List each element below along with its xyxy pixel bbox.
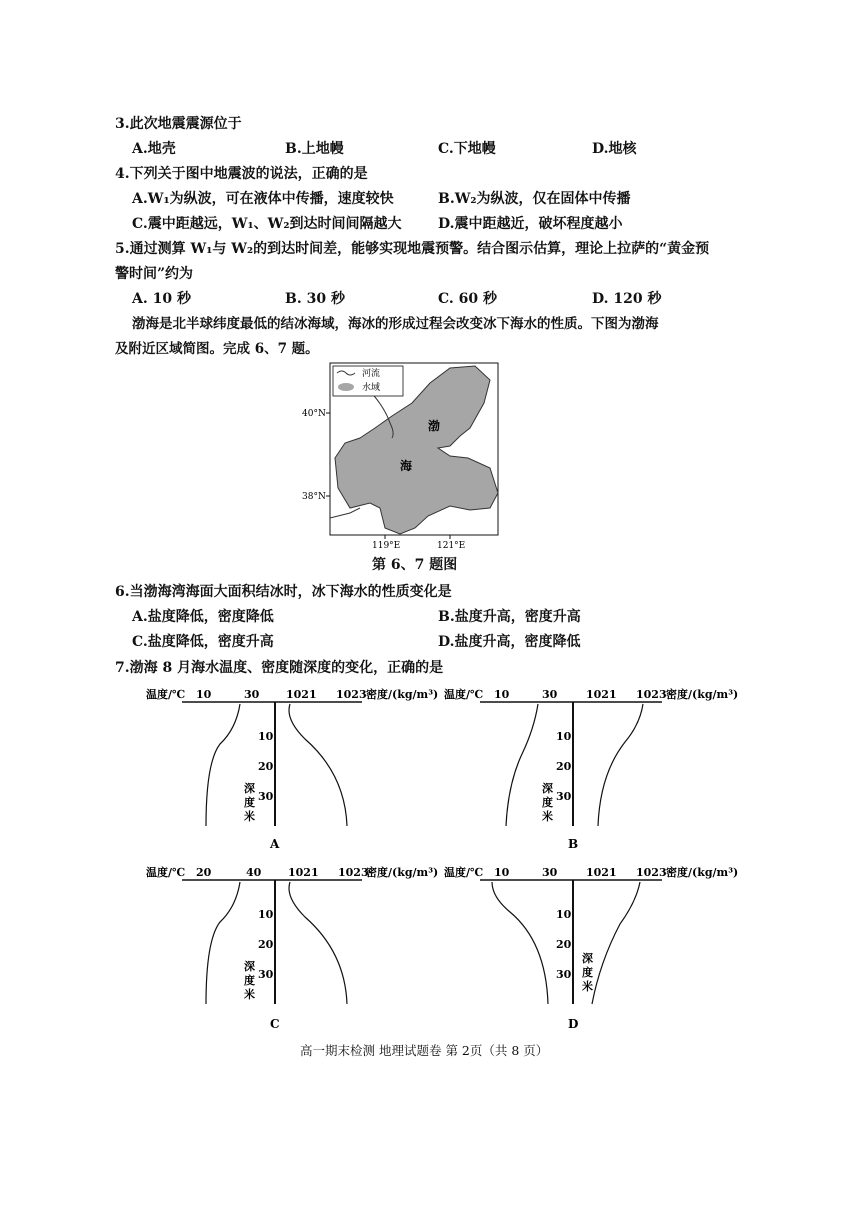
q6-stem: 6.当渤海湾海面大面积结冰时，冰下海水的性质变化是 (115, 584, 452, 600)
chart-d-depth-label-1: 深 (582, 952, 593, 965)
chart-b-t-tick-1: 10 (494, 688, 510, 701)
q3-option-b: B.上地幔 (285, 141, 344, 157)
chart-b-depth-30: 30 (556, 790, 572, 803)
chart-a-label: A (270, 837, 280, 851)
chart-c-depth-label-3: 米 (244, 988, 255, 1001)
page-footer: 高一期末检测 地理试题卷 第 2页（共 8 页） (300, 1043, 549, 1058)
chart-c-density-curve (289, 882, 347, 1004)
q3-option-d: D.地核 (592, 141, 637, 157)
chart-c-t-tick-1: 20 (196, 866, 212, 879)
intro-line2: 及附近区域简图。完成 6、7 题。 (115, 341, 319, 357)
q4-stem: 4.下列关于图中地震波的说法，正确的是 (115, 166, 368, 182)
chart-d-d-tick-2: 1023 (636, 866, 667, 879)
chart-b-label: B (568, 837, 579, 851)
q4-option-d: D.震中距越近，破坏程度越小 (438, 216, 623, 232)
chart-c-depth-10: 10 (258, 908, 274, 921)
q3-option-c: C.下地幔 (438, 141, 496, 157)
chart-b-depth-label-2: 度 (542, 796, 553, 809)
chart-d-t-tick-1: 10 (494, 866, 510, 879)
chart-a-depth-10: 10 (258, 730, 274, 743)
chart-d-density-label: 密度/(kg/m³) (666, 866, 739, 879)
q3-option-a: A.地壳 (132, 141, 176, 157)
q5-option-a: A. 10 秒 (132, 291, 191, 307)
chart-a-depth-label-2: 度 (244, 796, 255, 809)
chart-c-temp-curve (206, 882, 240, 1004)
chart-c-t-tick-2: 40 (246, 866, 262, 879)
q6-option-d: D.盐度升高，密度降低 (438, 634, 581, 650)
chart-a-d-tick-1: 1021 (286, 688, 317, 701)
q4-option-c: C.震中距越远，W₁、W₂到达时间间隔越大 (132, 216, 402, 232)
chart-c-depth-label-1: 深 (244, 960, 255, 973)
chart-a-density-curve (289, 704, 347, 826)
q7-stem: 7.渤海 8 月海水温度、密度随深度的变化，正确的是 (115, 660, 444, 676)
chart-b (440, 684, 740, 854)
chart-c (140, 862, 440, 1034)
sea-char-1: 渤 (428, 419, 441, 433)
chart-c-depth-label-2: 度 (244, 974, 255, 987)
chart-b-depth-label-1: 深 (542, 782, 553, 795)
chart-a-depth-20: 20 (258, 760, 274, 773)
q3-stem: 3.此次地震震源位于 (115, 116, 242, 132)
q6-option-c: C.盐度降低，密度升高 (132, 634, 274, 650)
q6-option-a: A.盐度降低，密度降低 (132, 609, 274, 625)
q4-option-a: A.W₁为纵波，可在液体中传播，速度较快 (132, 191, 394, 207)
lon-121: 121°E (437, 541, 466, 550)
chart-a-depth-label-3: 米 (244, 810, 255, 823)
chart-d-t-tick-2: 30 (542, 866, 558, 879)
chart-d-temp-curve (492, 882, 548, 1004)
chart-b-temp-curve (506, 704, 538, 826)
lat-40: 40°N (302, 409, 326, 419)
chart-c-density-label: 密度/(kg/m³) (366, 866, 439, 879)
chart-c-d-tick-2: 1023 (338, 866, 369, 879)
sea-char-2: 海 (400, 459, 413, 473)
q4-option-b: B.W₂为纵波，仅在固体中传播 (438, 191, 631, 207)
chart-d-label: D (568, 1017, 579, 1031)
chart-a-density-label: 密度/(kg/m³) (366, 688, 439, 701)
q5-option-d: D. 120 秒 (592, 291, 662, 307)
chart-d (440, 862, 740, 1034)
chart-c-depth-20: 20 (258, 938, 274, 951)
chart-a-t-tick-2: 30 (244, 688, 260, 701)
legend-river-label: 河流 (362, 369, 381, 379)
bohai-map (300, 358, 510, 550)
q5-option-c: C. 60 秒 (438, 291, 498, 307)
chart-d-density-curve (592, 882, 640, 1004)
chart-b-t-tick-2: 30 (542, 688, 558, 701)
legend-water-label: 水域 (362, 383, 381, 393)
chart-a-t-tick-1: 10 (196, 688, 212, 701)
q5-stem-line1: 5.通过测算 W₁与 W₂的到达时间差，能够实现地震预警。结合图示估算，理论上拉萨的“黄金预 (115, 241, 710, 257)
chart-c-label: C (270, 1017, 280, 1031)
legend-water-icon (338, 383, 354, 391)
chart-a (140, 684, 440, 854)
chart-d-depth-20: 20 (556, 938, 572, 951)
lon-119: 119°E (372, 541, 401, 550)
chart-c-temp-label: 温度/℃ (146, 866, 186, 879)
chart-c-depth-30: 30 (258, 968, 274, 981)
chart-b-d-tick-1: 1021 (586, 688, 617, 701)
chart-b-depth-20: 20 (556, 760, 572, 773)
chart-a-d-tick-2: 1023 (336, 688, 367, 701)
chart-a-depth-label-1: 深 (244, 782, 255, 795)
chart-b-temp-label: 温度/℃ (444, 688, 484, 701)
intro-line1: 渤海是北半球纬度最低的结冰海域，海冰的形成过程会改变冰下海水的性质。下图为渤海 (132, 316, 659, 332)
chart-b-d-tick-2: 1023 (636, 688, 667, 701)
chart-d-depth-30: 30 (556, 968, 572, 981)
chart-d-d-tick-1: 1021 (586, 866, 617, 879)
chart-d-temp-label: 温度/℃ (444, 866, 484, 879)
q5-stem-line2: 警时间”约为 (115, 266, 194, 282)
q6-option-b: B.盐度升高，密度升高 (438, 609, 581, 625)
chart-d-depth-10: 10 (556, 908, 572, 921)
chart-a-depth-30: 30 (258, 790, 274, 803)
map-caption: 第 6、7 题图 (372, 557, 458, 573)
chart-d-depth-label-2: 度 (582, 966, 593, 979)
chart-b-density-curve (598, 704, 643, 826)
chart-d-depth-label-3: 米 (582, 980, 593, 993)
chart-a-temp-curve (206, 704, 240, 826)
chart-a-temp-label: 温度/℃ (146, 688, 186, 701)
chart-c-d-tick-1: 1021 (288, 866, 319, 879)
chart-b-depth-10: 10 (556, 730, 572, 743)
lat-38: 38°N (302, 492, 326, 502)
chart-b-density-label: 密度/(kg/m³) (666, 688, 739, 701)
q5-option-b: B. 30 秒 (285, 291, 345, 307)
chart-b-depth-label-3: 米 (542, 810, 553, 823)
